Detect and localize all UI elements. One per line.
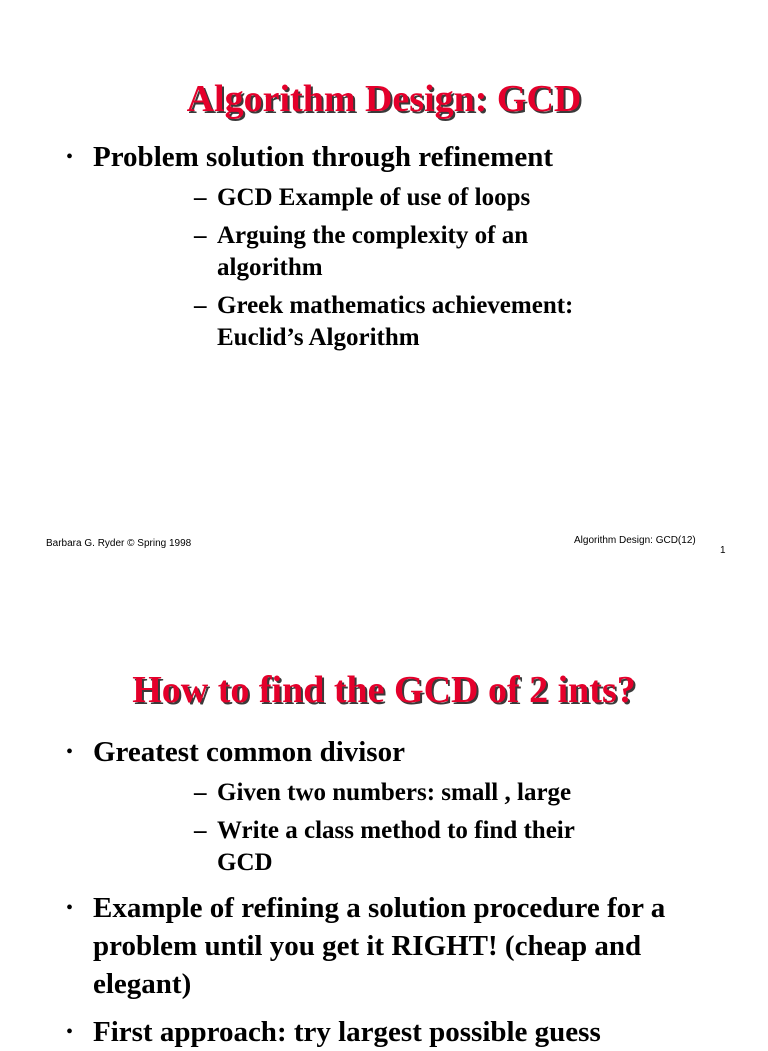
sub-bullet-item bbox=[93, 220, 678, 284]
bullet-item bbox=[0, 1013, 768, 1051]
bullet-marker: • bbox=[66, 146, 74, 168]
sub-bullet-item bbox=[93, 777, 678, 809]
sub-bullet-list bbox=[93, 777, 678, 879]
bullet-list bbox=[0, 733, 768, 1051]
sub-bullet-text: GCD Example of use of loops bbox=[217, 184, 531, 211]
dash-marker: – bbox=[194, 292, 207, 319]
sub-bullet-item bbox=[93, 182, 678, 214]
sub-bullet-text: Write a class method to find their GCD bbox=[217, 817, 575, 876]
bullet-marker: • bbox=[66, 897, 74, 919]
bullet-list bbox=[0, 138, 768, 354]
dash-marker: – bbox=[194, 779, 207, 806]
dash-marker: – bbox=[194, 222, 207, 249]
sub-bullet-list bbox=[93, 182, 678, 354]
bullet-text: Problem solution through refinement bbox=[93, 141, 553, 173]
bullet-text: Example of refining a solution procedure for a problem until you get it RIGHT! (cheap and elegant) bbox=[93, 892, 666, 1000]
sub-bullet-text: Arguing the complexity of an algorithm bbox=[217, 222, 529, 281]
bullet-item bbox=[0, 733, 768, 879]
sub-bullet-text: Given two numbers: small , large bbox=[217, 779, 572, 806]
page-number: 1 bbox=[720, 545, 726, 556]
slide-2 bbox=[0, 600, 768, 1048]
dash-marker: – bbox=[194, 184, 207, 211]
dash-marker: – bbox=[194, 817, 207, 844]
footer-author: Barbara G. Ryder © Spring 1998 bbox=[46, 538, 192, 549]
bullet-text: First approach: try largest possible guess bbox=[93, 1016, 601, 1048]
bullet-item bbox=[0, 138, 768, 354]
slide-title: How to find the GCD of 2 ints? bbox=[132, 669, 636, 711]
bullet-marker: • bbox=[66, 1021, 74, 1043]
bullet-text: Greatest common divisor bbox=[93, 736, 405, 768]
sub-bullet-item bbox=[93, 290, 678, 354]
slide-title: Algorithm Design: GCD bbox=[186, 78, 582, 120]
bullet-item bbox=[0, 889, 768, 1003]
sub-bullet-item bbox=[93, 815, 678, 879]
footer-slide-title: Algorithm Design: GCD(12) bbox=[574, 535, 696, 546]
bullet-marker: • bbox=[66, 741, 74, 763]
sub-bullet-text: Greek mathematics achievement: Euclid’s Algorithm bbox=[217, 292, 574, 351]
